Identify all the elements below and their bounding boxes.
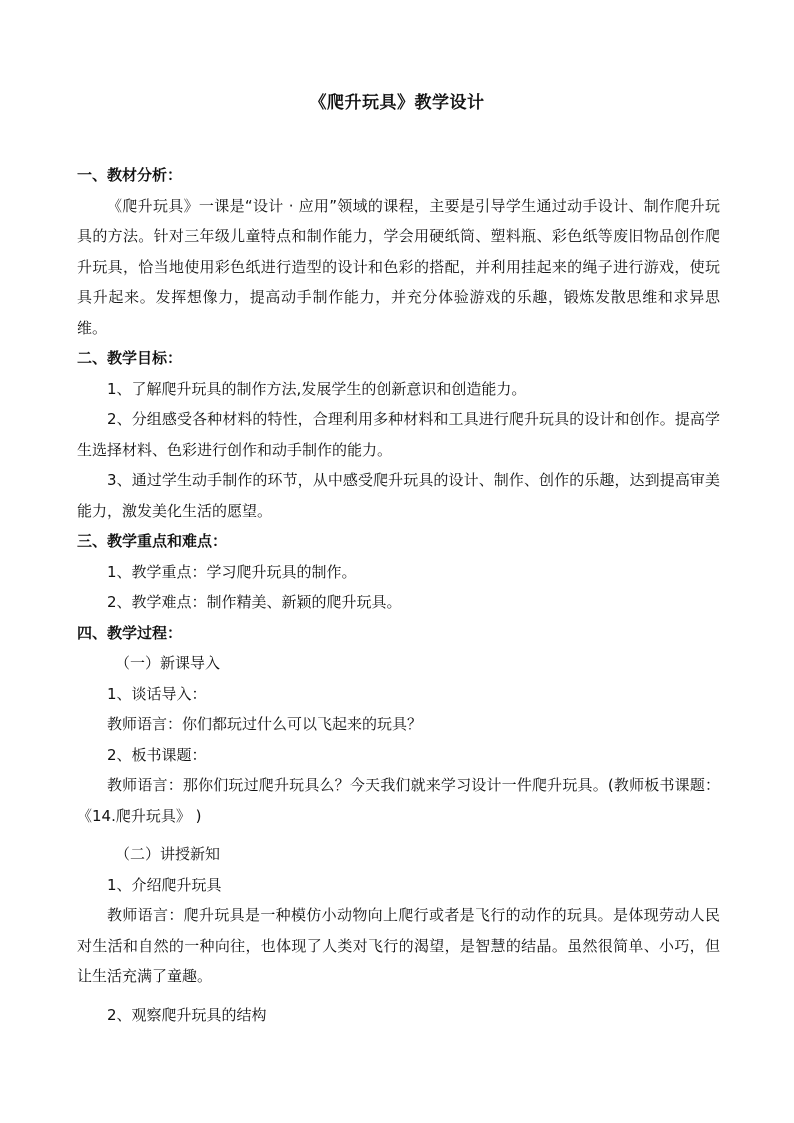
process-step: 2、观察爬升玩具的结构	[107, 1005, 267, 1024]
goal-item-3: 3、通过学生动手制作的环节，从中感受爬升玩具的设计、制作、创作的乐趣，达到提高审美能力，激发美化生活的愿望。	[77, 471, 720, 520]
goal-item-2: 2、分组感受各种材料的特性，合理利用多种材料和工具进行爬升玩具的设计和创作。提高学生选择材料、色彩进行创作和动手制作的能力。	[77, 410, 720, 459]
goal-item-1: 1、了解爬升玩具的制作方法,发展学生的创新意识和创造能力。	[107, 379, 527, 398]
document-body	[77, 160, 720, 1030]
section-heading-textbook-analysis: 一、教材分析：	[77, 166, 183, 184]
teacher-speech: 教师语言：你们都玩过什么可以飞起来的玩具？	[107, 715, 423, 733]
process-step: 2、板书课题：	[107, 745, 207, 764]
section-heading-key-points: 三、教学重点和难点：	[77, 532, 228, 550]
teacher-speech: 教师语言：爬升玩具是一种模仿小动物向上爬行或者是飞行的动作的玩具。是体现劳动人民对生活和自然的一种向往，也体现了人类对飞行的渴望，是智慧的结晶。虽然很简单、小巧，但让生活充满了童趣。	[77, 906, 720, 985]
document-title: 《爬升玩具》教学设计	[309, 93, 485, 113]
textbook-analysis-paragraph: 《爬升玩具》一课是“设计 · 应用”领域的课程，主要是引导学生通过动手设计、制作爬升玩具的方法。针对三年级儿童特点和制作能力，学会用硬纸筒、塑料瓶、彩色纸等废旧物品创作爬升玩具，恰当地使用彩色纸进行造型的设计和色彩的搭配，并利用挂起来的绳子进行游戏，使玩具升起来。发挥想像力，提高动手制作能力，并充分体验游戏的乐趣，锻炼发散思维和求异思维。	[77, 196, 720, 337]
teacher-speech: 教师语言：那你们玩过爬升玩具么？今天我们就来学习设计一件爬升玩具。(教师板书课题：《14.爬升玩具》 )	[77, 776, 720, 825]
process-step: 1、介绍爬升玩具	[107, 875, 222, 894]
section-heading-teaching-goals: 二、教学目标：	[77, 349, 183, 367]
subsection-new-knowledge: （二）讲授新知	[115, 845, 221, 863]
key-point-item-1: 1、教学重点：学习爬升玩具的制作。	[107, 562, 357, 581]
section-heading-teaching-process: 四、教学过程：	[77, 623, 183, 642]
process-step: 1、谈话导入：	[107, 684, 207, 703]
key-point-item-2: 2、教学难点：制作精美、新颖的爬升玩具。	[107, 593, 402, 611]
subsection-intro: （一）新课导入	[115, 654, 221, 672]
